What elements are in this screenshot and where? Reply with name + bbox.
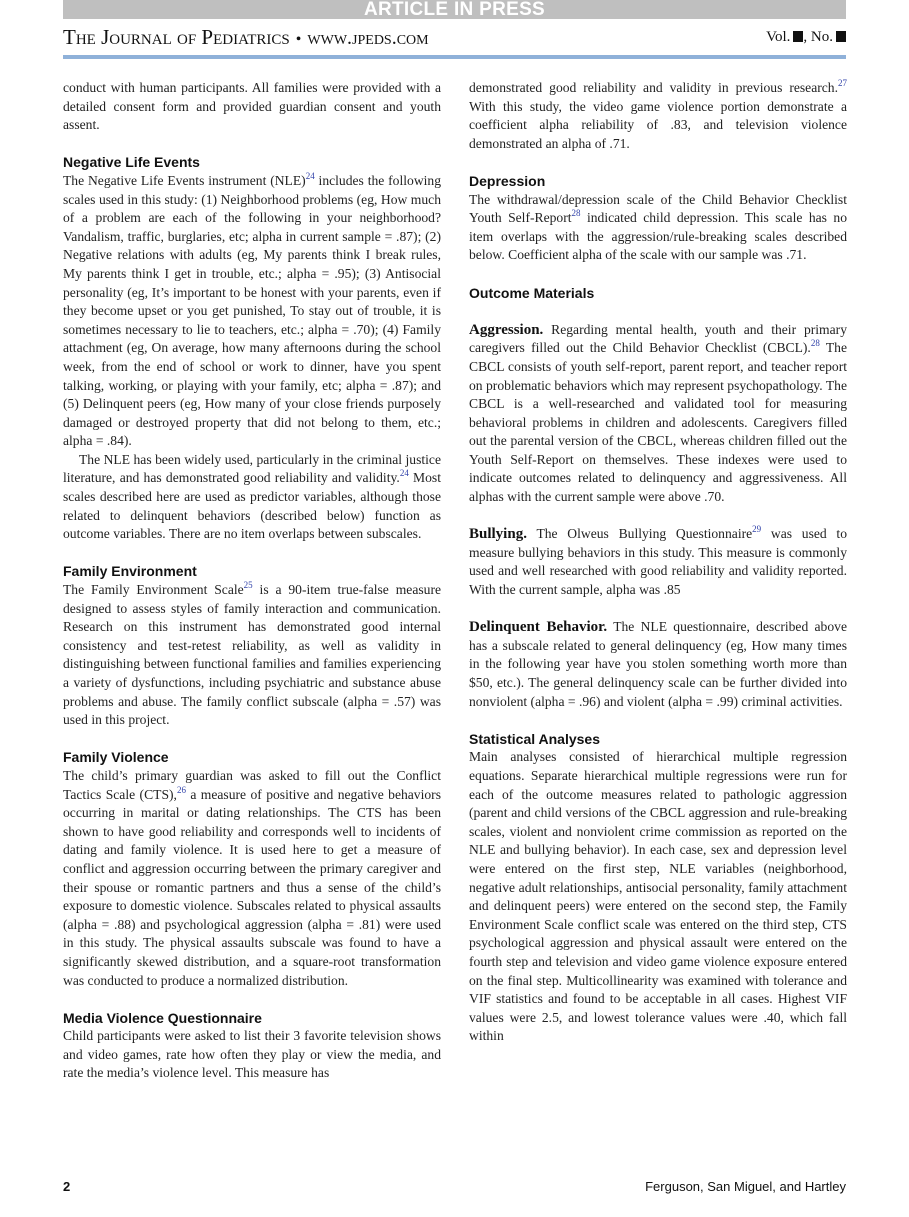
volume-issue (766, 29, 846, 46)
section-heading: Family Environment (63, 563, 197, 580)
issue-label: , No. (803, 29, 833, 45)
journal-name: The Journal of Pediatrics (63, 25, 290, 49)
text: The withdrawal/depression scale of the Child Behavior Checklist Youth Self-Report (469, 191, 847, 226)
text: Regarding mental health, youth and their primary caregivers filled out the Child Behavior Checklist (CBCL). (469, 321, 847, 356)
text: The NLE has been widely used, particularly in the criminal justice literature, and has demonstrated good reliability and validity. (63, 451, 441, 486)
text: demonstrated good reliability and validity in previous research. (469, 80, 838, 95)
citation-link[interactable]: 27 (838, 78, 847, 88)
paragraph (469, 191, 847, 265)
runin-heading: Delinquent Behavior. (469, 619, 608, 636)
issue-placeholder-icon (836, 31, 846, 42)
paragraph (63, 451, 441, 544)
right-column (469, 79, 847, 1046)
paragraph (469, 79, 847, 153)
text: The Negative Life Events instrument (NLE) (63, 172, 306, 188)
citation-link[interactable]: 24 (399, 468, 409, 479)
section-heading: Outcome Materials (469, 284, 595, 301)
text: was used to measure bullying behaviors in this study. This measure is commonly used and well researched with good reliability and validity reported. With the current sample, alpha was .85 (469, 526, 847, 598)
spacer (469, 600, 847, 619)
section-heading: Depression (469, 172, 546, 189)
text: The Olweus Bullying Questionnaire (526, 526, 753, 542)
section-heading: Negative Life Events (63, 154, 200, 171)
paragraph (63, 581, 441, 730)
paragraph: Main analyses consisted of hierarchical multiple regression equations. Separate hierarchical multiple regressions were run for each of the outcome measures related to pathologic aggression (parent and child versions of the CBCL aggression and rule-breaking scales, violent and nonviolent crime commission as reported on the NLE and bullying behavior). In each case, sex and depression level were entered on the first step, NLE variables (neighborhood, negative adult relationships, antisocial personality, family attachment and delinquent peers) were entered on the second step, the Family Environment Scale conflict scale was entered on the third step, CTS psychological aggression and physical assault were entered on the fourth step and television and video game violence exposure entered on the final step. Multicollinearity was examined with tolerance and VIF statistics and found to be acceptable in all cases. Highest VIF values were 2.5, and lowest tolerance values were .40, which fall within (469, 749, 847, 1044)
text: a measure of positive and negative behaviors occurring in marital or dating relationships. The CTS has been shown to have good reliability and corresponds well to incidents of dating and family violence. It is used here to get a measure of conflict and aggression occurring between the primary caregiver and their spouse or romantic partners and thus a sense of the child’s exposure to domestic violence. Subscales related to physical assaults (alpha = .88) and psychological aggression (alpha = .81) were used in this study. The physical assaults subscale was found to have a significantly skewed distribution, and a square-root transformation was conducted to produce a normalized distribution. (63, 786, 441, 988)
header-rule (63, 55, 846, 59)
paragraph: Child participants were asked to list their 3 favorite television shows and video games, rate how often they play or view the media, and rate the media’s violence level. This measure has (63, 1028, 441, 1081)
runin-heading: Bullying. (469, 526, 527, 543)
paragraph: conduct with human participants. All families were provided with a detailed consent form and provided guardian consent and youth assent. (63, 80, 441, 133)
article-in-press-banner: ARTICLE IN PRESS (63, 0, 846, 19)
text: The CBCL consists of youth self-report, parent report, and teacher report on problematic behaviors which may represent psychopathology. The CBCL is a well-researched and validated tool for measuring behavioral problems in children and adolescents. Caregivers filled out the parental version of the CBCL, whereas children filled out the Youth Self-Report on themselves. These indexes were used to indicate outcomes related to delinquency and aggressiveness. All alphas with the current sample were above .70. (469, 340, 847, 505)
section-heading: Family Violence (63, 749, 169, 766)
left-column (63, 79, 441, 1083)
journal-header (63, 25, 846, 51)
journal-url[interactable]: www.jpeds.com (307, 27, 429, 49)
paragraph (469, 618, 847, 711)
text: Most scales described here are used as predictor variables, although those related to delinquent behaviors (described below) function as outcome variables. There are no item overlaps between subscales. (63, 470, 441, 542)
text: indicated child depression. This scale has no item overlaps with the aggression/rule-breaking scales described below. Coefficient alpha of the scale with our sample was .71. (469, 210, 847, 263)
citation-link[interactable]: 28 (571, 208, 581, 219)
paragraph (63, 767, 441, 990)
runin-heading: Aggression. (469, 321, 544, 338)
citation-link[interactable]: 26 (176, 784, 186, 795)
text: The child’s primary guardian was asked to fill out the Conflict Tactics Scale (CTS), (63, 767, 441, 802)
text: With this study, the video game violence portion demonstrate a coefficient alpha reliability of .83, and television violence demonstrated an alpha of .71. (469, 98, 847, 151)
volume-label: Vol. (766, 29, 791, 45)
page-number: 2 (63, 1179, 71, 1194)
spacer (469, 507, 847, 526)
paragraph (469, 321, 847, 507)
bullet: • (295, 31, 302, 48)
section-heading: Media Violence Questionnaire (63, 1009, 262, 1026)
section-heading: Statistical Analyses (469, 730, 600, 747)
citation-link[interactable]: 25 (243, 580, 253, 591)
text: The NLE questionnaire, described above has a subscale related to general delinquency (eg, How many times in the following year have you stolen something worth more than $50, etc.). The general delinquency scale can be further divided into nonviolent (alpha = .96) and violent (alpha = .99) criminal activities. (469, 619, 847, 709)
paragraph (63, 172, 441, 451)
text: The Family Environment Scale (63, 582, 244, 598)
citation-link[interactable]: 28 (810, 338, 820, 349)
text: includes the following scales used in this study: (1) Neighborhood problems (eg, How much of a problem are each of the following in your neighborhood? Vandalism, traffic, burglaries, etc; alpha in current sample = .87); (2) Negative relations with adults (eg, My parents think I break rules, My parents think I get in trouble, etc.; alpha = .95); (3) Antisocial personality (eg, It’s important to be honest with your parents, even if they become upset or you get punished, To stay out of trouble, it is sometimes necessary to lie to teachers, etc.; alpha = .70); (4) Family attachment (eg, On average, how many afternoons during the school week, from the end of school or work to dinner, have you spent talking, working, or playing with your family, etc; alpha = .87); and (5) Delinquent peers (eg, How many of your close friends purposely damaged or destroyed property that did not belong to them, etc.; alpha = .84). (63, 172, 442, 449)
running-authors: Ferguson, San Miguel, and Hartley (645, 1179, 846, 1194)
journal-title-line (63, 25, 429, 50)
paragraph (469, 525, 847, 599)
volume-placeholder-icon (793, 31, 803, 42)
citation-link[interactable]: 24 (305, 170, 315, 181)
text: is a 90-item true-false measure designed to assess styles of family interaction and communication. Research on this instrument has demonstrated good internal consistency and test-retest reliability, as well as validity in distinguishing between functional families and families experiencing a variety of dysfunctions, including psychiatric and substance abuse problems and abuse. The family conflict subscale (alpha = .57) was used in this project. (63, 582, 441, 728)
citation-link[interactable]: 29 (752, 524, 762, 535)
